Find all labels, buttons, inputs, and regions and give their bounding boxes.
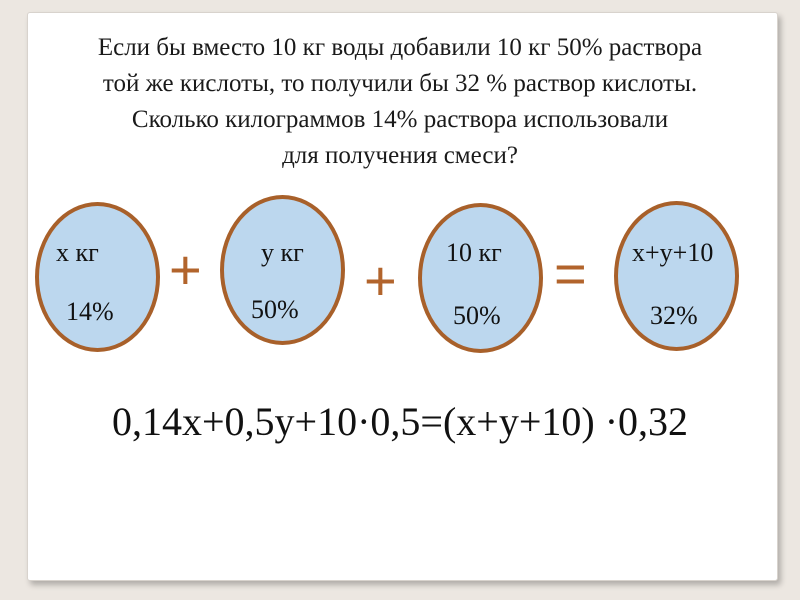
plus-sign-2: + [364,249,397,312]
vessel-1-percent: 14% [66,297,114,326]
problem-line-3: Сколько килограммов 14% раствора использовали [131,106,669,133]
vessel-2-percent: 50% [251,295,299,324]
vessel-3-percent: 50% [453,301,501,330]
vessel-4-mass: х+у+10 [632,238,714,267]
vessel-4-percent: 32% [650,301,698,330]
vessel-1-mass: х кг [56,238,99,267]
equals-sign: = [554,242,587,305]
problem-text [0,30,800,174]
vessel-3-mass: 10 кг [446,238,502,267]
problem-line-2: той же кислоты, то получили бы 32 % раствор кислоты. [102,70,698,97]
vessel-circle-1 [35,202,160,352]
plus-sign-1: + [169,238,202,301]
problem-line-4: для получения смеси? [282,142,518,169]
vessel-2-mass: у кг [261,238,304,267]
equation: 0,14х+0,5у+10·0,5=(х+у+10) ·0,32 [111,399,689,444]
problem-line-1: Если бы вместо 10 кг воды добавили 10 кг 50% раствора [97,34,703,61]
